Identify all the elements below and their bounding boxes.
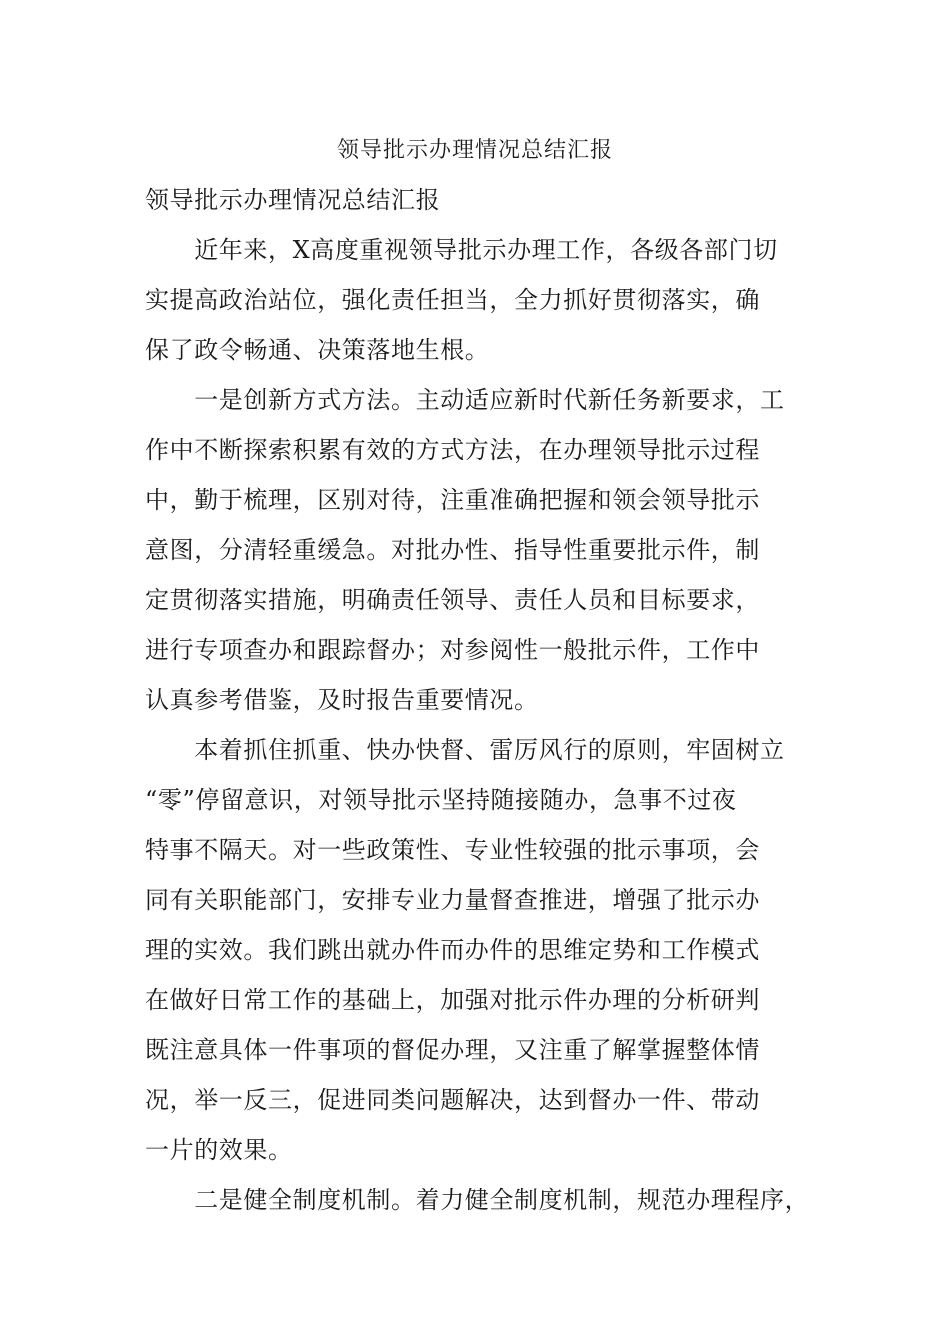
body-line: 定贯彻落实措施，明确责任领导、责任人员和目标要求， [145, 586, 760, 614]
body-line: 况，举一反三，促进同类问题解决，达到督办一件、带动 [145, 1086, 760, 1114]
body-line: 一是创新方式方法。主动适应新时代新任务新要求，工 [145, 386, 785, 414]
body-line: 实提高政治站位，强化责任担当，全力抓好贯彻落实，确 [145, 286, 760, 314]
body-line: 一片的效果。 [145, 1136, 293, 1164]
body-line: 中，勤于梳理，区别对待，注重准确把握和领会领导批示 [145, 486, 760, 514]
body-line: 作中不断探索积累有效的方式方法，在办理领导批示过程 [145, 436, 760, 464]
body-line: 既注意具体一件事项的督促办理，又注重了解掌握整体情 [145, 1036, 760, 1064]
body-line: 保了政令畅通、决策落地生根。 [145, 336, 490, 364]
body-line: 本着抓住抓重、快办快督、雷厉风行的原则，牢固树立 [145, 736, 785, 764]
body-line: 在做好日常工作的基础上，加强对批示件办理的分析研判 [145, 986, 760, 1014]
body-line: 理的实效。我们跳出就办件而办件的思维定势和工作模式 [145, 936, 760, 964]
body-line: “零”停留意识，对领导批示坚持随接随办，急事不过夜 [145, 786, 737, 814]
body-line: 同有关职能部门，安排专业力量督查推进，增强了批示办 [145, 886, 760, 914]
body-line: 认真参考借鉴，及时报告重要情况。 [145, 686, 539, 714]
document-subtitle: 领导批示办理情况总结汇报 [145, 186, 441, 214]
body-line: 近年来，X高度重视领导批示办理工作，各级各部门切 [145, 236, 778, 264]
body-line: 进行专项查办和跟踪督办；对参阅性一般批示件，工作中 [145, 636, 760, 664]
body-line: 特事不隔天。对一些政策性、专业性较强的批示事项，会 [145, 836, 760, 864]
document-title: 领导批示办理情况总结汇报 [336, 138, 613, 163]
body-line: 意图，分清轻重缓急。对批办性、指导性重要批示件，制 [145, 536, 760, 564]
body-line: 二是健全制度机制。着力健全制度机制，规范办理程序， [145, 1186, 810, 1214]
